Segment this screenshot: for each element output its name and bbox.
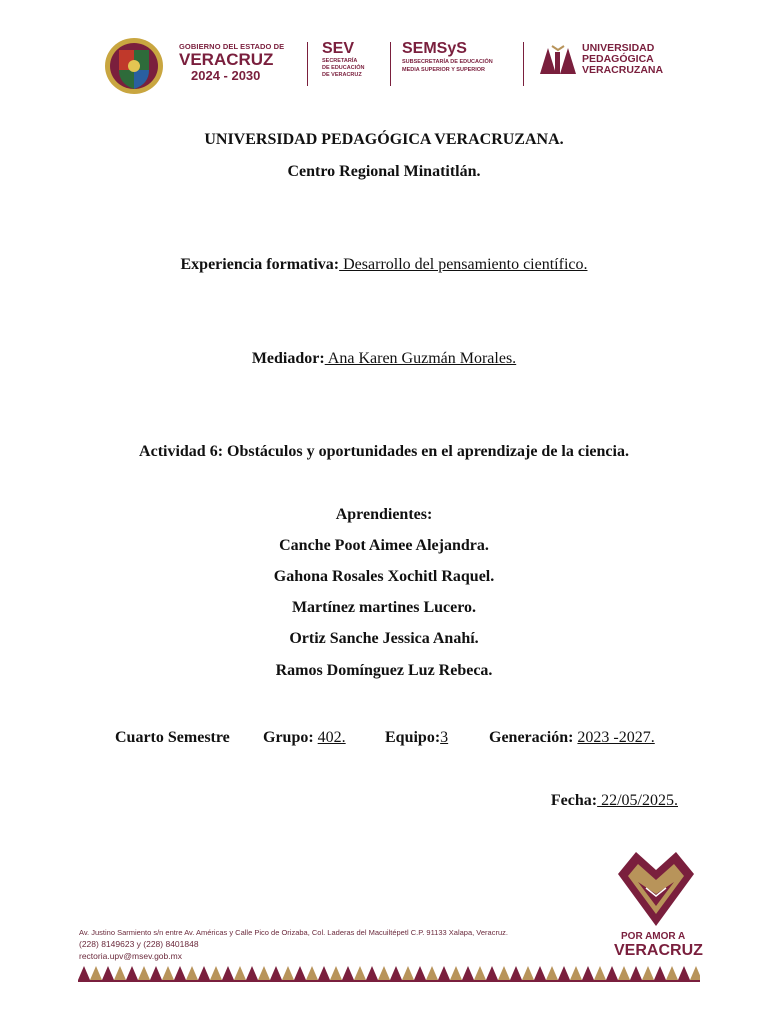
band-triangle [114,966,126,980]
divider [307,42,308,86]
band-triangle [78,966,90,980]
mediator-value: Ana Karen Guzmán Morales. [324,350,517,367]
group-field [263,728,346,748]
band-triangle [690,966,700,980]
experience-label: Experiencia formativa: [180,256,340,273]
footer-email: rectoria.upv@msev.gob.mx [79,951,182,961]
sev-title: SEV [322,40,355,57]
band-triangle [546,966,558,980]
semsys-sub-2: MEDIA SUPERIOR Y SUPERIOR [402,67,486,73]
learner-item: Ortiz Sanche Jessica Anahí. [289,630,479,647]
upv-emblem-icon [538,44,578,76]
band-triangle [186,966,198,980]
generation-value: 2023 -2027. [577,729,655,746]
band-triangle [342,966,354,980]
band-triangle [258,966,270,980]
sev-sub-1: SECRETARÍA [322,58,358,64]
team-value: 3 [440,729,449,746]
band-triangle [594,966,606,980]
band-triangle [234,966,246,980]
sev-sub-2: DE EDUCACIÓN [322,65,365,71]
sev-logo [322,40,392,79]
learner-item: Gahona Rosales Xochitl Raquel. [273,568,495,585]
band-triangle [270,966,282,980]
band-triangle [522,966,534,980]
band-baseline [78,980,700,982]
band-triangle [294,966,306,980]
learner-item: Canche Poot Aimee Alejandra. [279,537,489,554]
band-triangle [450,966,462,980]
veracruz-coat-of-arms-icon [103,36,165,96]
learners-label: Aprendientes: [335,506,433,523]
band-triangle [558,966,570,980]
footer-phones: (228) 8149623 y (228) 8401848 [79,939,199,949]
activity-title: Actividad 6: Obstáculos y oportunidades en el aprendizaje de la ciencia. [139,443,629,460]
generation-field [489,728,655,748]
group-value: 402. [317,729,346,746]
slogan-small: POR AMOR A [621,931,686,942]
band-triangle [606,966,618,980]
band-triangle [678,966,690,980]
band-triangle [666,966,678,980]
band-triangle [366,966,378,980]
band-triangle [510,966,522,980]
band-triangle [306,966,318,980]
footer-band [78,962,700,982]
date-value: 22/05/2025. [597,792,678,809]
band-triangle [330,966,342,980]
gov-logo [179,42,294,83]
band-triangle [498,966,510,980]
gov-line1: GOBIERNO DEL ESTADO DE [179,42,285,51]
band-triangle [426,966,438,980]
university-title: UNIVERSIDAD PEDAGÓGICA VERACRUZANA. [204,131,564,148]
band-triangle [390,966,402,980]
semsys-sub-1: SUBSECRETARÍA DE EDUCACIÓN [402,59,493,65]
band-triangle [378,966,390,980]
semester: Cuarto Semestre [115,729,230,746]
band-triangle [318,966,330,980]
learner-item: Martínez martines Lucero. [291,599,477,616]
team-field [385,728,448,748]
date-field [551,791,678,811]
semsys-title: SEMSyS [402,40,467,57]
band-triangle [618,966,630,980]
generation-label: Generación: [489,729,574,746]
date-label: Fecha: [550,792,598,809]
slogan-big: VERACRUZ [614,942,703,959]
divider [523,42,524,86]
band-triangle [282,966,294,980]
regional-center: Centro Regional Minatitlán. [287,163,481,180]
gov-years: 2024 - 2030 [191,68,261,83]
band-triangle [138,966,150,980]
mediator-label: Mediador: [251,350,325,367]
band-triangle [198,966,210,980]
upv-line-2: PEDAGÓGICA [582,53,654,65]
band-triangle [150,966,162,980]
band-triangle [438,966,450,980]
band-triangle [90,966,102,980]
band-triangle [654,966,666,980]
header-logos [0,30,768,100]
band-triangle [414,966,426,980]
band-triangle [630,966,642,980]
learner-item: Ramos Domínguez Luz Rebeca. [275,662,493,679]
experience-line [0,255,768,275]
band-triangle [102,966,114,980]
band-triangle [534,966,546,980]
por-amor-emblem-icon [612,848,700,928]
upv-line-3: VERACRUZANA [582,64,664,76]
band-triangle [222,966,234,980]
band-triangle [486,966,498,980]
band-triangle [246,966,258,980]
band-triangle [582,966,594,980]
semsys-logo [402,40,522,74]
band-triangle [354,966,366,980]
band-triangle [642,966,654,980]
band-triangle [402,966,414,980]
experience-value: Desarrollo del pensamiento científico. [339,256,588,273]
band-triangle [462,966,474,980]
footer-address: Av. Justino Sarmiento s/n entre Av. Américas y Calle Pico de Orizaba, Col. Laderas del Macuiltépetl C.P. 91133 Xalapa, Veracruz. [79,928,508,937]
sev-sub-3: DE VERACRUZ [322,72,362,78]
group-label: Grupo: [263,729,314,746]
upv-logo-text [582,43,682,76]
upv-line-1: UNIVERSIDAD [582,42,655,54]
band-triangle [570,966,582,980]
band-triangle [126,966,138,980]
band-triangle [474,966,486,980]
gov-state: VERACRUZ [179,50,274,69]
divider [390,42,391,86]
team-label: Equipo: [385,729,441,746]
band-triangle [162,966,174,980]
band-triangle [210,966,222,980]
band-triangle [174,966,186,980]
mediator-line [0,349,768,369]
